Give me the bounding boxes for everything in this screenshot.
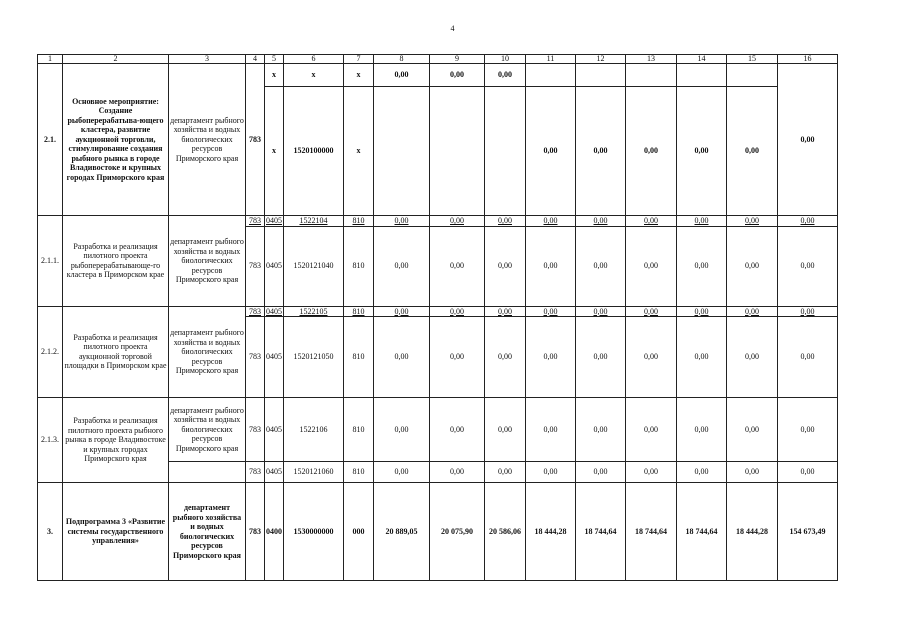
cell-c13: 0,00	[626, 398, 677, 462]
header-cell: 14	[677, 55, 727, 64]
cell-c9: 0,00	[430, 226, 485, 306]
cell-c12: 0,00	[576, 87, 626, 216]
cell-c10: 0,00	[485, 317, 526, 398]
activity-name: Подпрограмма 3 «Развитие системы государственного управления»	[63, 483, 169, 581]
header-cell: 16	[778, 55, 838, 64]
header-cell: 12	[576, 55, 626, 64]
cell-c15: 18 444,28	[727, 483, 778, 581]
cell-c5: x	[265, 64, 284, 87]
header-cell: 11	[526, 55, 576, 64]
row-number: 2.1.1.	[38, 216, 63, 307]
cell-c12	[576, 64, 626, 87]
cell-c9: 0,00	[430, 317, 485, 398]
cell-c7: 810	[344, 216, 374, 227]
cell-c15: 0,00	[727, 87, 778, 216]
cell-c11: 0,00	[526, 306, 576, 317]
cell-c9: 0,00	[430, 462, 485, 483]
cell-c15: 0,00	[727, 317, 778, 398]
activity-name: Разработка и реализация пилотного проекта аукционной торговой площадки в Приморском крае	[63, 306, 169, 398]
cell-c6: 1522105	[284, 306, 344, 317]
cell-c5: 0405	[266, 306, 282, 316]
cell-c15	[727, 64, 778, 87]
cell-c10: 0,00	[485, 216, 526, 227]
cell-c10: 0,00	[485, 398, 526, 462]
header-cell: 2	[63, 55, 169, 64]
header-cell: 4	[246, 55, 265, 64]
cell-c10: 0,00	[485, 306, 526, 317]
cell-c4: 783	[246, 306, 265, 317]
cell-c10: 0,00	[485, 462, 526, 483]
cell-c7: x	[344, 87, 374, 216]
cell-c12: 0,00	[576, 462, 626, 483]
cell-c12: 0,00	[576, 317, 626, 398]
cell-c13: 0,00	[626, 226, 677, 306]
cell-c13: 0,00	[626, 216, 677, 227]
cell-c14	[677, 64, 727, 87]
header-cell: 1	[38, 55, 63, 64]
cell-c14: 18 744,64	[677, 483, 727, 581]
cell-c16: 0,00	[778, 462, 838, 483]
cell-c12: 0,00	[576, 216, 626, 227]
header-row	[38, 55, 838, 64]
header-cell: 5	[265, 55, 284, 64]
cell-c7: 810	[344, 306, 374, 317]
header-cell: 6	[284, 55, 344, 64]
cell-c4: 783	[246, 64, 265, 216]
cell-c7: 810	[344, 317, 374, 398]
cell-c7: 810	[344, 226, 374, 306]
cell-c6: 1522104	[284, 216, 344, 227]
cell-c16: 0,00	[778, 398, 838, 462]
activity-name: Основное мероприятие: Создание рыбоперерабатыва-ющего кластера, развитие аукционной торговли, стимулирование создания рыбного рынка в городе Владивостоке и крупных городах Приморского края	[63, 64, 169, 216]
cell-c9: 0,00	[430, 64, 485, 87]
cell-c12: 0,00	[576, 398, 626, 462]
cell-c11: 0,00	[526, 462, 576, 483]
cell-c4: 783	[246, 398, 265, 462]
header-cell: 13	[626, 55, 677, 64]
header-cell: 3	[169, 55, 246, 64]
cell-c13: 0,00	[626, 462, 677, 483]
cell-c13: 0,00	[626, 317, 677, 398]
cell-c8: 0,00	[374, 317, 430, 398]
cell-c5: 0405	[265, 317, 284, 398]
cell-c6: 1530000000	[284, 483, 344, 581]
cell-c11: 18 444,28	[526, 483, 576, 581]
cell-c7: 810	[344, 462, 374, 483]
cell-c4: 783	[246, 226, 265, 306]
cell-c15: 0,00	[727, 216, 778, 227]
cell-c11: 0,00	[526, 226, 576, 306]
header-cell: 7	[344, 55, 374, 64]
cell-c9: 20 075,90	[430, 483, 485, 581]
cell-c5: 0405	[266, 216, 282, 225]
cell-c14: 0,00	[677, 462, 727, 483]
cell-c10: 20 586,06	[485, 483, 526, 581]
empty-cell	[169, 462, 246, 483]
cell-c12: 18 744,64	[576, 483, 626, 581]
cell-c10: 0,00	[485, 226, 526, 306]
cell-c14: 0,00	[677, 216, 727, 227]
cell-c7: 810	[344, 398, 374, 462]
cell-c8: 0,00	[374, 226, 430, 306]
header-cell: 15	[727, 55, 778, 64]
cell-c13: 0,00	[626, 87, 677, 216]
cell-c13	[626, 64, 677, 87]
table-row	[38, 306, 838, 317]
cell-c16: 0,00	[778, 64, 838, 216]
activity-name: Разработка и реализация пилотного проекта рыбоперерабатывающе-го кластера в Приморском крае	[63, 216, 169, 307]
cell-c16: 154 673,49	[778, 483, 838, 581]
row-number: 2.1.	[38, 64, 63, 216]
cell-c14: 0,00	[677, 306, 727, 317]
cell-c13: 18 744,64	[626, 483, 677, 581]
cell-c16: 0,00	[778, 306, 838, 317]
cell-c5: x	[265, 87, 284, 216]
cell-c8: 0,00	[374, 462, 430, 483]
table-row	[38, 483, 838, 581]
cell-c9: 0,00	[430, 398, 485, 462]
department: департамент рыбного хозяйства и водных биологических ресурсов Приморского края	[169, 216, 246, 307]
cell-c8: 0,00	[374, 64, 430, 87]
row-number: 2.1.3.	[38, 398, 63, 483]
header-cell: 9	[430, 55, 485, 64]
activity-name: Разработка и реализация пилотного проекта рыбного рынка в городе Владивостоке и крупных городах Приморского края	[63, 398, 169, 483]
table-row	[38, 64, 838, 87]
cell-c8: 0,00	[374, 398, 430, 462]
cell-c12: 0,00	[576, 306, 626, 317]
cell-c15: 0,00	[727, 462, 778, 483]
cell-c8: 20 889,05	[374, 483, 430, 581]
table-row	[38, 398, 838, 462]
department: департамент рыбного хозяйства и водных биологических ресурсов Приморского края	[169, 398, 246, 462]
cell-c4: 783	[246, 483, 265, 581]
cell-c11: 0,00	[526, 317, 576, 398]
row-number: 3.	[38, 483, 63, 581]
cell-c9	[430, 87, 485, 216]
department: департамент рыбного хозяйства и водных биологических ресурсов Приморского края	[169, 64, 246, 216]
cell-c8	[374, 87, 430, 216]
cell-c16: 0,00	[778, 317, 838, 398]
cell-c5: 0405	[265, 226, 284, 306]
page-number: 4	[450, 24, 455, 33]
cell-c8: 0,00	[374, 306, 430, 317]
cell-c15: 0,00	[727, 398, 778, 462]
department: департамент рыбного хозяйства и водных биологических ресурсов Приморского края	[169, 306, 246, 398]
cell-c4: 783	[246, 462, 265, 483]
cell-c9: 0,00	[430, 216, 485, 227]
header-cell: 8	[374, 55, 430, 64]
cell-c6: 1520100000	[284, 87, 344, 216]
cell-c14: 0,00	[677, 398, 727, 462]
cell-c13: 0,00	[626, 306, 677, 317]
row-number: 2.1.2.	[38, 306, 63, 398]
cell-c5: 0405	[265, 462, 284, 483]
cell-c10	[485, 87, 526, 216]
cell-c14: 0,00	[677, 317, 727, 398]
table-row	[38, 216, 838, 227]
cell-c7: 000	[344, 483, 374, 581]
cell-c4: 783	[246, 317, 265, 398]
cell-c10: 0,00	[485, 64, 526, 87]
cell-c6: 1520121050	[284, 317, 344, 398]
cell-c6: 1522106	[284, 398, 344, 462]
cell-c6: 1520121040	[284, 226, 344, 306]
budget-table	[37, 54, 838, 581]
cell-c5: 0400	[265, 483, 284, 581]
header-cell: 10	[485, 55, 526, 64]
cell-c11	[526, 64, 576, 87]
cell-c12: 0,00	[576, 226, 626, 306]
cell-c4: 783	[246, 216, 265, 227]
cell-c6: 1520121060	[284, 462, 344, 483]
cell-c16: 0,00	[778, 216, 838, 227]
cell-c11: 0,00	[526, 398, 576, 462]
cell-c16: 0,00	[778, 226, 838, 306]
cell-c7: x	[344, 64, 374, 87]
department: департамент рыбного хозяйства и водных биологических ресурсов Приморского края	[169, 483, 246, 581]
cell-c14: 0,00	[677, 226, 727, 306]
cell-c5: 0405	[265, 398, 284, 462]
cell-c15: 0,00	[727, 306, 778, 317]
cell-c14: 0,00	[677, 87, 727, 216]
cell-c9: 0,00	[430, 306, 485, 317]
cell-c6: x	[284, 64, 344, 87]
cell-c11: 0,00	[526, 216, 576, 227]
cell-c15: 0,00	[727, 226, 778, 306]
cell-c8: 0,00	[374, 216, 430, 227]
cell-c11: 0,00	[526, 87, 576, 216]
